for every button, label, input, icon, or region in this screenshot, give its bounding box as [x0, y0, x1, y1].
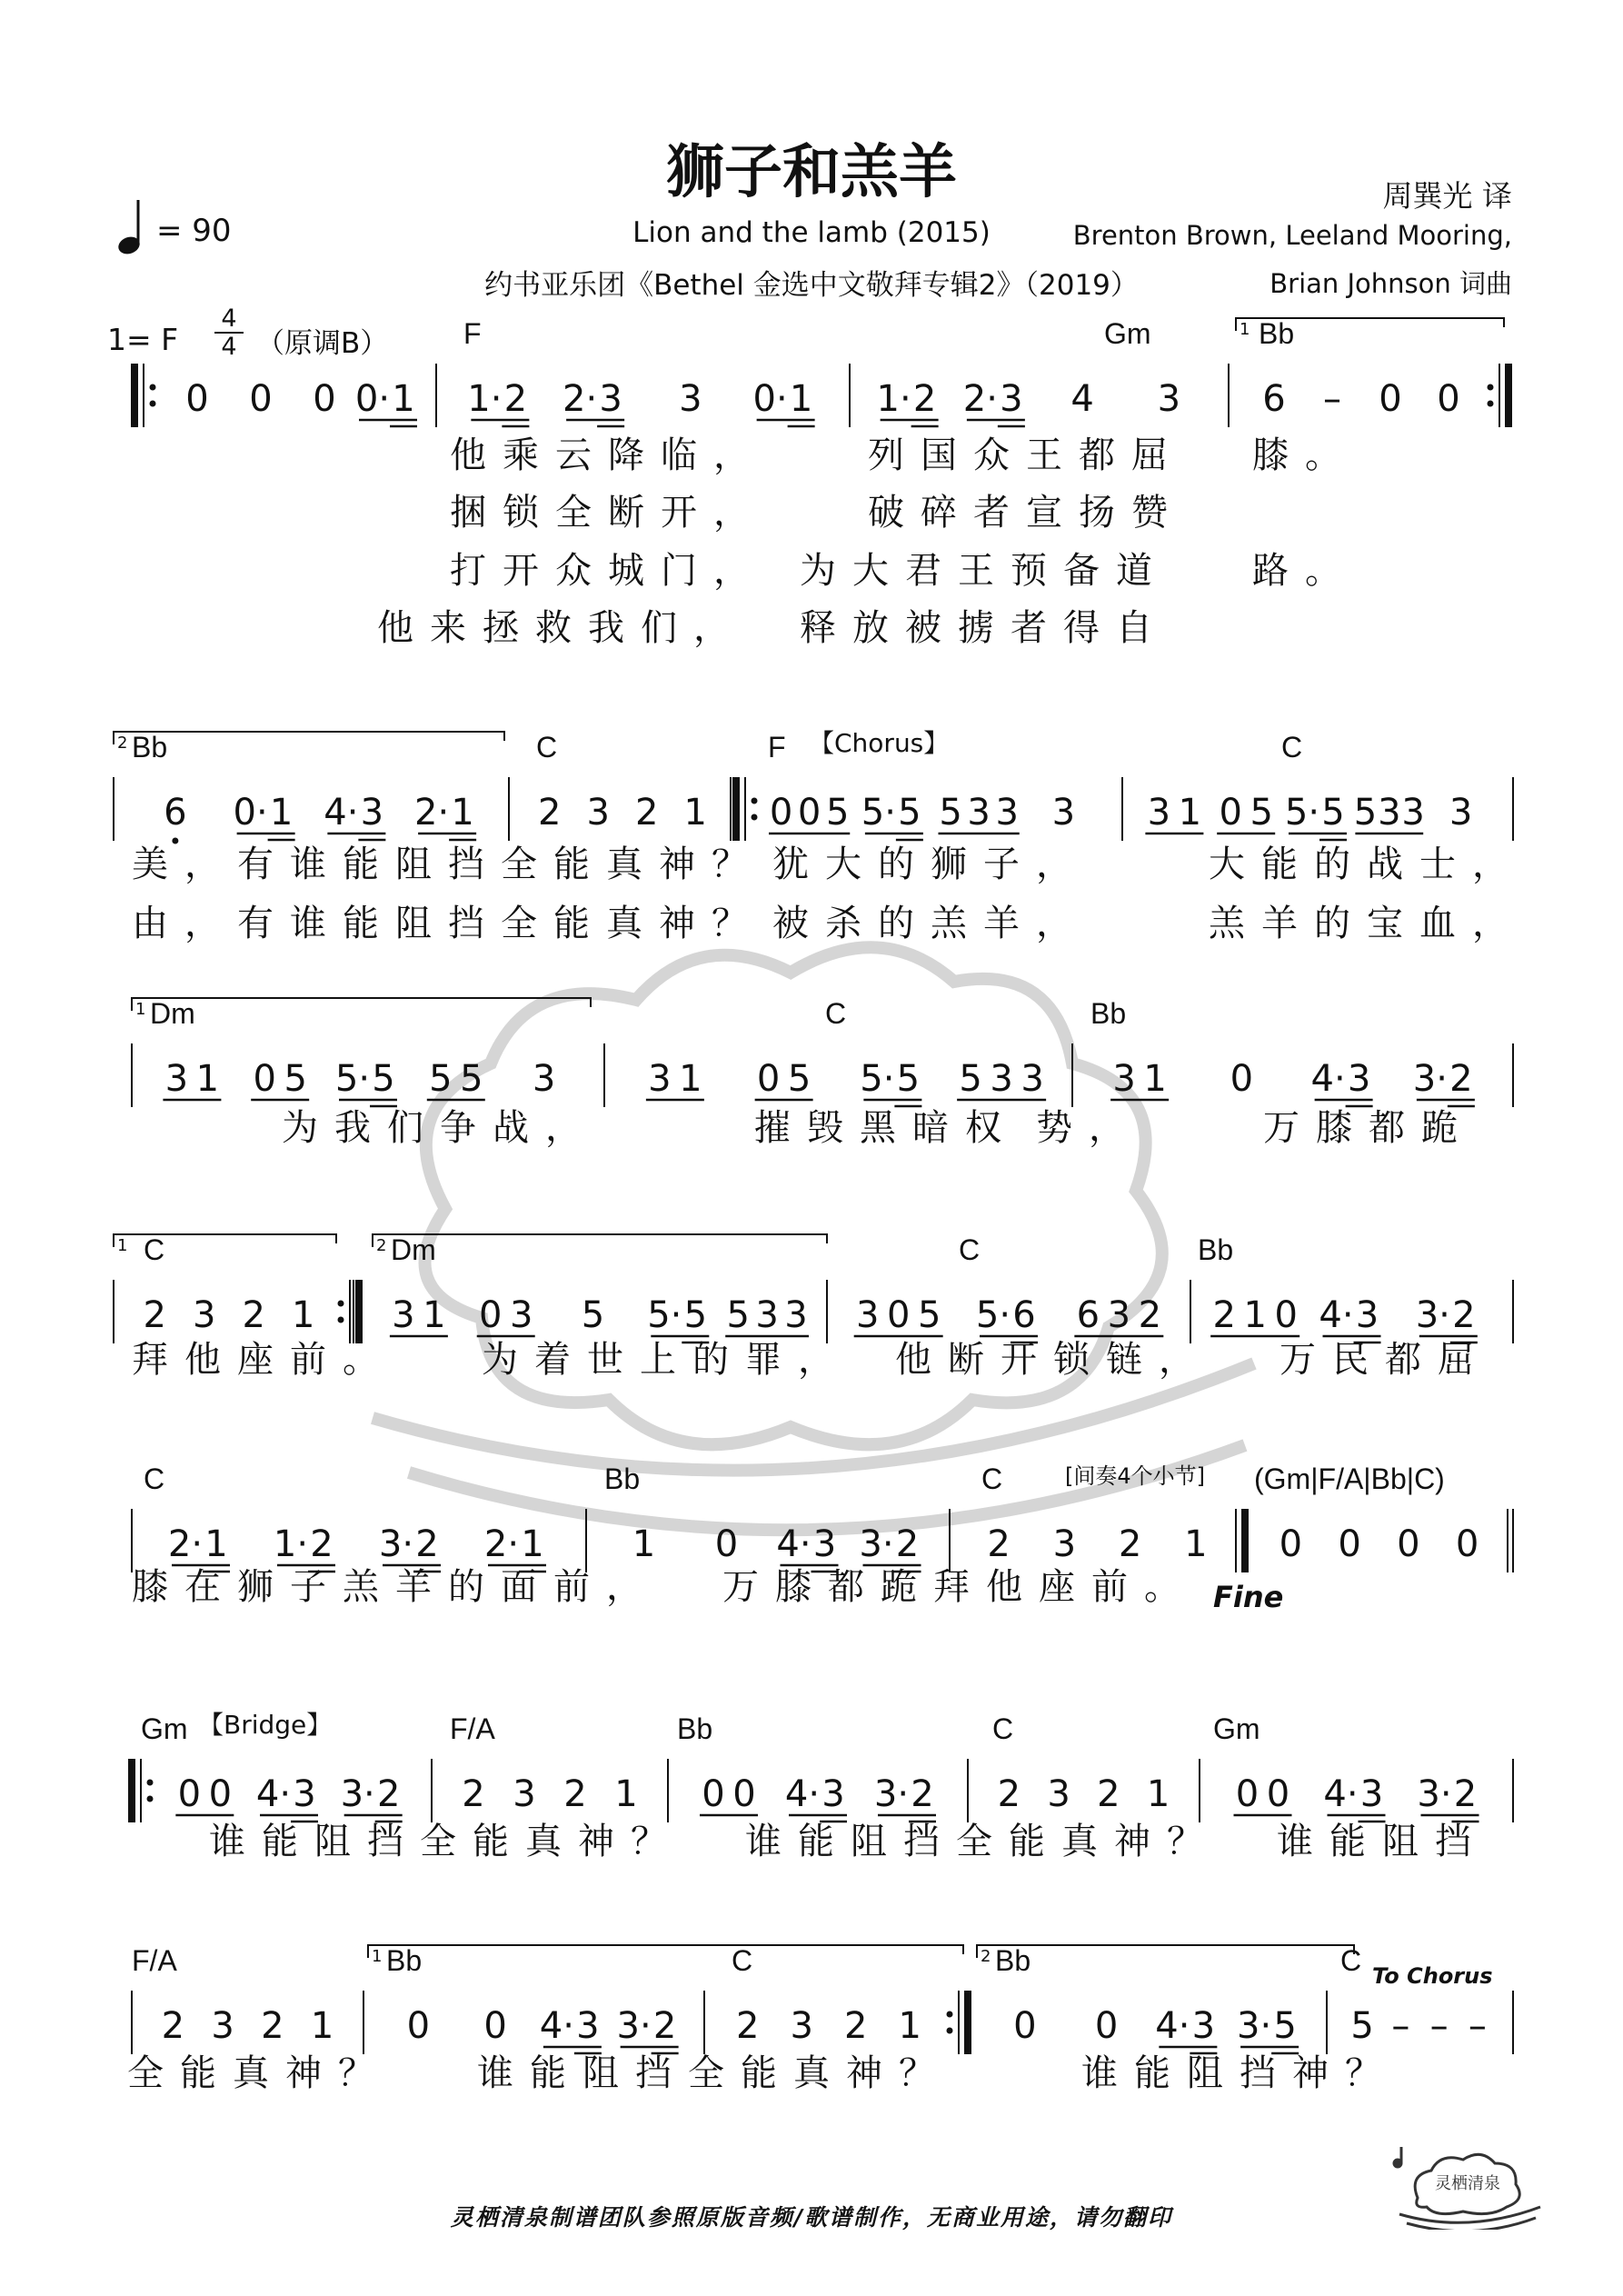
note: 1 — [679, 1058, 702, 1100]
note: 1 — [392, 378, 415, 420]
lyric-line: 他断开锁链， — [895, 1339, 1211, 1381]
note: 4· — [1319, 1294, 1354, 1336]
time-signature-bottom: 4 — [221, 333, 237, 361]
note: 3· — [1412, 1058, 1448, 1100]
to-chorus-marking: To Chorus — [1372, 1963, 1493, 1989]
volta-number: 2 — [117, 734, 128, 753]
note: 0 — [1094, 2005, 1119, 2047]
note: 2 — [261, 2005, 284, 2047]
lyric-line: 万民都屈 — [1279, 1339, 1490, 1381]
note: 0 — [253, 1058, 276, 1100]
note: 0 — [1437, 378, 1460, 420]
note: 3 — [1051, 792, 1076, 834]
lyric-line: 列国众王都屈 — [868, 434, 1184, 476]
note: 6 — [1012, 1294, 1036, 1336]
note: 5 — [939, 792, 962, 834]
note: 3 — [1000, 378, 1023, 420]
lyric-line: 万膝都跪拜他座前。 — [722, 1566, 1197, 1608]
note: 3· — [378, 1523, 414, 1565]
lyric-line: 美，有谁能阻挡全能真神？ — [132, 844, 764, 885]
note: 0 — [406, 2005, 431, 2047]
lyric-line: 羔羊的宝血， — [1209, 903, 1525, 944]
note: 3 — [599, 378, 622, 420]
note: 3 — [193, 1294, 216, 1336]
note: 2· — [414, 792, 450, 834]
lyric-line: 万膝都跪 — [1263, 1107, 1474, 1149]
volta-bracket — [114, 732, 504, 744]
album-line: 约书亚乐团《Bethel 金选中文敬拜专辑2》（2019） — [484, 269, 1139, 302]
chord-symbol: C — [1281, 731, 1303, 764]
note: 3 — [1449, 792, 1473, 834]
note: 2 — [844, 2005, 868, 2047]
note: 0 — [702, 1773, 725, 1815]
note: 0 — [208, 1773, 233, 1815]
chord-symbol: Dm — [150, 997, 195, 1030]
note: 0· — [354, 378, 391, 420]
note: 0 — [886, 1294, 911, 1336]
note: 5· — [860, 1058, 895, 1100]
note: 1 — [683, 792, 707, 834]
lyric-line: 他来拯救我们， — [377, 607, 746, 649]
note: 1 — [898, 2005, 921, 2047]
lyric-line: 破碎者宣扬赞 — [868, 492, 1184, 534]
note: 0 — [1279, 1523, 1303, 1565]
note: 4· — [255, 1773, 292, 1815]
note: 5 — [896, 1058, 921, 1100]
note: 3 — [513, 1773, 536, 1815]
note: 2 — [161, 2005, 185, 2047]
note: 4· — [784, 1773, 821, 1815]
note: 3 — [1107, 1294, 1131, 1336]
note: 0 — [1379, 378, 1402, 420]
note: 0· — [752, 378, 788, 420]
note: 3 — [1147, 792, 1171, 834]
note: 6 — [1262, 378, 1286, 420]
tempo-marking: = 90 — [156, 213, 232, 249]
chord-symbol: F — [463, 317, 482, 350]
note: 3 — [1191, 2005, 1216, 2047]
lyric-line: 大能的战士， — [1209, 844, 1525, 885]
chord-symbol: C — [536, 731, 558, 764]
original-key: （原调B） — [256, 327, 389, 360]
lyric-line: 为着世上的罪， — [482, 1339, 851, 1381]
note: 0 — [1266, 1773, 1290, 1815]
note: 1 — [1243, 1294, 1267, 1336]
note: – — [1429, 2005, 1449, 2047]
quarter-note-icon — [116, 198, 156, 260]
note: 2 — [895, 1523, 920, 1565]
lyric-line: 谁能阻挡全能真神？ — [745, 1821, 1220, 1862]
note: 1 — [1146, 1773, 1170, 1815]
note: 5 — [581, 1294, 605, 1336]
key-signature: 1= F — [107, 322, 179, 357]
note: 2 — [563, 1773, 587, 1815]
fine-marking: Fine — [1213, 1580, 1284, 1609]
note: 1· — [467, 378, 503, 420]
note: 3 — [648, 1058, 672, 1100]
note: 2 — [1097, 1773, 1120, 1815]
note: – — [1468, 2005, 1487, 2047]
note: 2 — [376, 1773, 401, 1815]
note: 1 — [1184, 1523, 1208, 1565]
barline — [1488, 364, 1509, 427]
note: 3 — [821, 1773, 845, 1815]
note: 5 — [1350, 2005, 1374, 2047]
note: 5 — [1250, 792, 1273, 834]
note: 3 — [576, 2005, 600, 2047]
barline — [132, 1759, 154, 1822]
note: 5 — [825, 792, 850, 834]
volta-number: 1 — [135, 1000, 146, 1019]
note: 3 — [532, 1058, 556, 1100]
note: 3 — [360, 792, 384, 834]
note: 0 — [732, 1773, 756, 1815]
time-signature-top: 4 — [221, 304, 237, 333]
note: 4· — [776, 1523, 812, 1565]
note: 1 — [310, 2005, 334, 2047]
chord-symbol: C — [825, 997, 847, 1030]
note: 2 — [1449, 1058, 1473, 1100]
lyric-line: 释放被掳者得自 — [800, 607, 1169, 649]
translator-credit: 周巽光 译 — [1382, 178, 1512, 214]
note: 1 — [1143, 1058, 1167, 1100]
chord-symbol: F/A — [450, 1712, 495, 1745]
barline — [1236, 1509, 1245, 1572]
note: 2· — [167, 1523, 204, 1565]
note: 1 — [632, 1523, 656, 1565]
note: 2 — [635, 792, 659, 834]
note: 5· — [334, 1058, 371, 1100]
volta-number: 2 — [981, 1947, 991, 1966]
note: 5· — [975, 1294, 1011, 1336]
note: – — [1323, 378, 1341, 420]
note: 0 — [714, 1523, 739, 1565]
note: 3 — [755, 1294, 779, 1336]
note: 3 — [1401, 792, 1425, 834]
note: 0 — [313, 378, 336, 420]
logo-text: 灵栖清泉 — [1435, 2174, 1500, 2193]
note: 0 — [1455, 1523, 1479, 1565]
lyric-line: 为大君王预备道 — [800, 550, 1169, 592]
note: 3 — [995, 792, 1019, 834]
note: 3 — [1052, 1523, 1077, 1565]
note: 3 — [784, 1294, 808, 1336]
note: 1 — [521, 1523, 544, 1565]
note: 5 — [787, 1058, 812, 1100]
chord-symbol: C — [959, 1233, 981, 1266]
note: 5· — [647, 1294, 682, 1336]
chord-symbol: C — [981, 1462, 1003, 1495]
note: 3 — [211, 2005, 234, 2047]
chord-symbol: F — [768, 731, 786, 764]
note: 1 — [789, 378, 813, 420]
volta-number: 1 — [117, 1236, 128, 1255]
note: 3· — [873, 1773, 910, 1815]
chord-symbol: Gm — [141, 1712, 188, 1745]
lyric-line: 捆锁全断开， — [450, 492, 766, 534]
note: 0 — [177, 1773, 202, 1815]
note: 5 — [959, 1058, 982, 1100]
note: 3· — [616, 2005, 652, 2047]
chord-symbol: Bb — [132, 731, 168, 764]
note: 0 — [1235, 1773, 1260, 1815]
note: 5 — [898, 792, 921, 834]
note: 2 — [462, 1773, 485, 1815]
note: 3· — [1417, 1773, 1452, 1815]
note: 3· — [1415, 1294, 1450, 1336]
note: 1· — [273, 1523, 309, 1565]
chord-symbol: Gm — [1104, 317, 1151, 350]
note: 5 — [683, 1294, 708, 1336]
chord-symbol: Bb — [1090, 997, 1127, 1030]
note: 3 — [1355, 1294, 1379, 1336]
note: 0 — [478, 1294, 503, 1336]
note: 0· — [233, 792, 268, 834]
note: 2· — [962, 378, 998, 420]
lyric-line: 谁能阻挡全能真神？ — [477, 2052, 951, 2094]
song-subtitle: Lion and the lamb (2015) — [632, 216, 991, 249]
note: 2 — [652, 2005, 677, 2047]
note: 2 — [987, 1523, 1011, 1565]
note: 2 — [143, 1294, 166, 1336]
section-marker: 【Bridge】 — [198, 1710, 333, 1740]
note: – — [1391, 2005, 1410, 2047]
note: 0 — [1013, 2005, 1037, 2047]
section-marker: 【Chorus】 — [809, 728, 950, 758]
note: 3 — [967, 792, 991, 834]
note: 5 — [1353, 792, 1378, 834]
note: 3 — [812, 1523, 837, 1565]
note: 3 — [855, 1294, 880, 1336]
note: 6 — [164, 792, 187, 834]
note: 5 — [372, 1058, 395, 1100]
note: 2· — [563, 378, 598, 420]
chord-symbol: Bb — [1259, 317, 1295, 350]
note: 2 — [1138, 1294, 1162, 1336]
note: 0 — [769, 792, 793, 834]
composer-credit-1: Brenton Brown, Leeland Mooring, — [1072, 220, 1512, 251]
note: 3 — [990, 1058, 1013, 1100]
lyric-line: 摧毁黑暗权 — [754, 1107, 1018, 1149]
note: 1 — [423, 1294, 446, 1336]
note: 5 — [429, 1058, 453, 1100]
song-title: 狮子和羔羊 — [666, 139, 957, 206]
barline — [1508, 1509, 1513, 1572]
note: 3 — [586, 792, 610, 834]
lyric-line: 为我们争战， — [282, 1107, 598, 1149]
note: 1 — [1178, 792, 1202, 834]
note: 0 — [249, 378, 273, 420]
chord-symbol: Dm — [391, 1233, 436, 1266]
note: 2 — [1118, 1523, 1142, 1565]
note: 5· — [1284, 792, 1320, 834]
lyric-line: 势， — [1036, 1107, 1141, 1149]
note: 2 — [912, 378, 937, 420]
note: 0 — [1219, 792, 1242, 834]
footer-note: 灵栖清泉制谱团队参照原版音频/歌谱制作，无商业用途，请勿翻印 — [450, 2204, 1173, 2231]
volta-number: 2 — [376, 1236, 387, 1255]
note: 2 — [1452, 1294, 1476, 1336]
note: 3 — [164, 1058, 189, 1100]
section-marker: [间奏4个小节] — [1065, 1463, 1205, 1489]
lyric-line: 犹大的狮子， — [772, 844, 1089, 885]
volta-bracket — [373, 1234, 827, 1247]
note: 2 — [1212, 1294, 1236, 1336]
note: 4 — [1070, 378, 1094, 420]
note: 1 — [204, 1523, 228, 1565]
note: 1 — [269, 792, 294, 834]
note: 0 — [756, 1058, 781, 1100]
chord-symbol: (Gm|F/A|Bb|C) — [1254, 1462, 1445, 1495]
note: 0 — [483, 2005, 507, 2047]
note: 2 — [1453, 1773, 1478, 1815]
note: 2 — [911, 1773, 934, 1815]
note: 5· — [861, 792, 896, 834]
note: 3· — [340, 1773, 375, 1815]
note: 4· — [1155, 2005, 1190, 2047]
note: 2· — [483, 1523, 520, 1565]
chord-symbol: C — [144, 1233, 165, 1266]
chord-symbol: Bb — [386, 1944, 423, 1977]
note: 4· — [1310, 1058, 1346, 1100]
note: 2 — [415, 1523, 439, 1565]
note: 0 — [1274, 1294, 1298, 1336]
note: 3 — [293, 1773, 316, 1815]
lyric-line: 膝在狮子羔羊的面前， — [132, 1566, 659, 1608]
note: 0 — [185, 378, 209, 420]
note: 2 — [736, 2005, 760, 2047]
note: 1 — [614, 1773, 638, 1815]
lyric-line: 被杀的羔羊， — [772, 903, 1089, 944]
barline — [134, 364, 156, 427]
note: 5 — [1273, 2005, 1297, 2047]
chord-symbol: C — [1340, 1944, 1362, 1977]
volta-bracket — [132, 998, 591, 1011]
lyric-line: 打开众城门， — [450, 550, 766, 592]
note: 4· — [539, 2005, 574, 2047]
volta-bracket — [368, 1945, 963, 1958]
note: 3 — [1157, 378, 1181, 420]
note: 3 — [392, 1294, 415, 1336]
note: 2 — [997, 1773, 1021, 1815]
chord-symbol: C — [144, 1462, 165, 1495]
chord-symbol: C — [992, 1712, 1014, 1745]
note: 5 — [726, 1294, 750, 1336]
chord-symbol: Bb — [1198, 1233, 1234, 1266]
note: 1· — [876, 378, 911, 420]
composer-credit-2: Brian Johnson 词曲 — [1270, 268, 1512, 299]
note: 2 — [310, 1523, 334, 1565]
note: 3 — [1347, 1058, 1371, 1100]
note: 0 — [1230, 1058, 1254, 1100]
note: 5 — [1321, 792, 1345, 834]
sheep-logo-icon — [1390, 2143, 1545, 2233]
barline — [736, 777, 758, 841]
volta-number: 1 — [1240, 320, 1250, 339]
note: 3 — [679, 378, 702, 420]
note: 6 — [1076, 1294, 1100, 1336]
note: 0 — [1397, 1523, 1420, 1565]
note: 3 — [1021, 1058, 1044, 1100]
chord-symbol: Bb — [604, 1462, 641, 1495]
note: 4· — [324, 792, 359, 834]
chord-symbol: Bb — [995, 1944, 1031, 1977]
note: 0 — [797, 792, 821, 834]
volta-number: 1 — [372, 1947, 383, 1966]
note: 2 — [503, 378, 528, 420]
note: 3 — [1047, 1773, 1070, 1815]
note: 1 — [292, 1294, 315, 1336]
note: 3 — [1359, 1773, 1384, 1815]
note: 3· — [1237, 2005, 1272, 2047]
lyric-line: 谁能阻挡 — [1277, 1821, 1488, 1862]
note: 2 — [538, 792, 562, 834]
note: 5 — [460, 1058, 483, 1100]
note: 1 — [451, 792, 474, 834]
note: 5 — [917, 1294, 941, 1336]
chord-symbol: Gm — [1213, 1712, 1260, 1745]
chord-symbol: C — [732, 1944, 753, 1977]
lyric-line: 由，有谁能阻挡全能真神？ — [132, 903, 764, 944]
note: 1 — [195, 1058, 220, 1100]
chord-symbol: Bb — [677, 1712, 713, 1745]
lyric-line: 路。 — [1252, 550, 1358, 592]
note: 3 — [1378, 792, 1401, 834]
note: 3· — [859, 1523, 894, 1565]
lyric-line: 全能真神？ — [127, 2052, 391, 2094]
lyric-line: 膝。 — [1252, 434, 1358, 476]
note: 4· — [1323, 1773, 1359, 1815]
note: 3 — [790, 2005, 813, 2047]
note: 3 — [1112, 1058, 1136, 1100]
score-system — [0, 300, 1623, 464]
lyric-line: 谁能阻挡神？ — [1081, 2052, 1398, 2094]
note: 0 — [1338, 1523, 1361, 1565]
lyric-line: 拜他座前。 — [132, 1339, 395, 1381]
volta-bracket — [977, 1945, 1354, 1958]
chord-symbol: F/A — [132, 1944, 177, 1977]
lyric-line: 谁能阻挡全能真神？ — [209, 1821, 683, 1862]
lyric-line: 他乘云降临， — [450, 434, 766, 476]
note: 2 — [242, 1294, 265, 1336]
note: 3 — [509, 1294, 533, 1336]
note: 5 — [284, 1058, 307, 1100]
